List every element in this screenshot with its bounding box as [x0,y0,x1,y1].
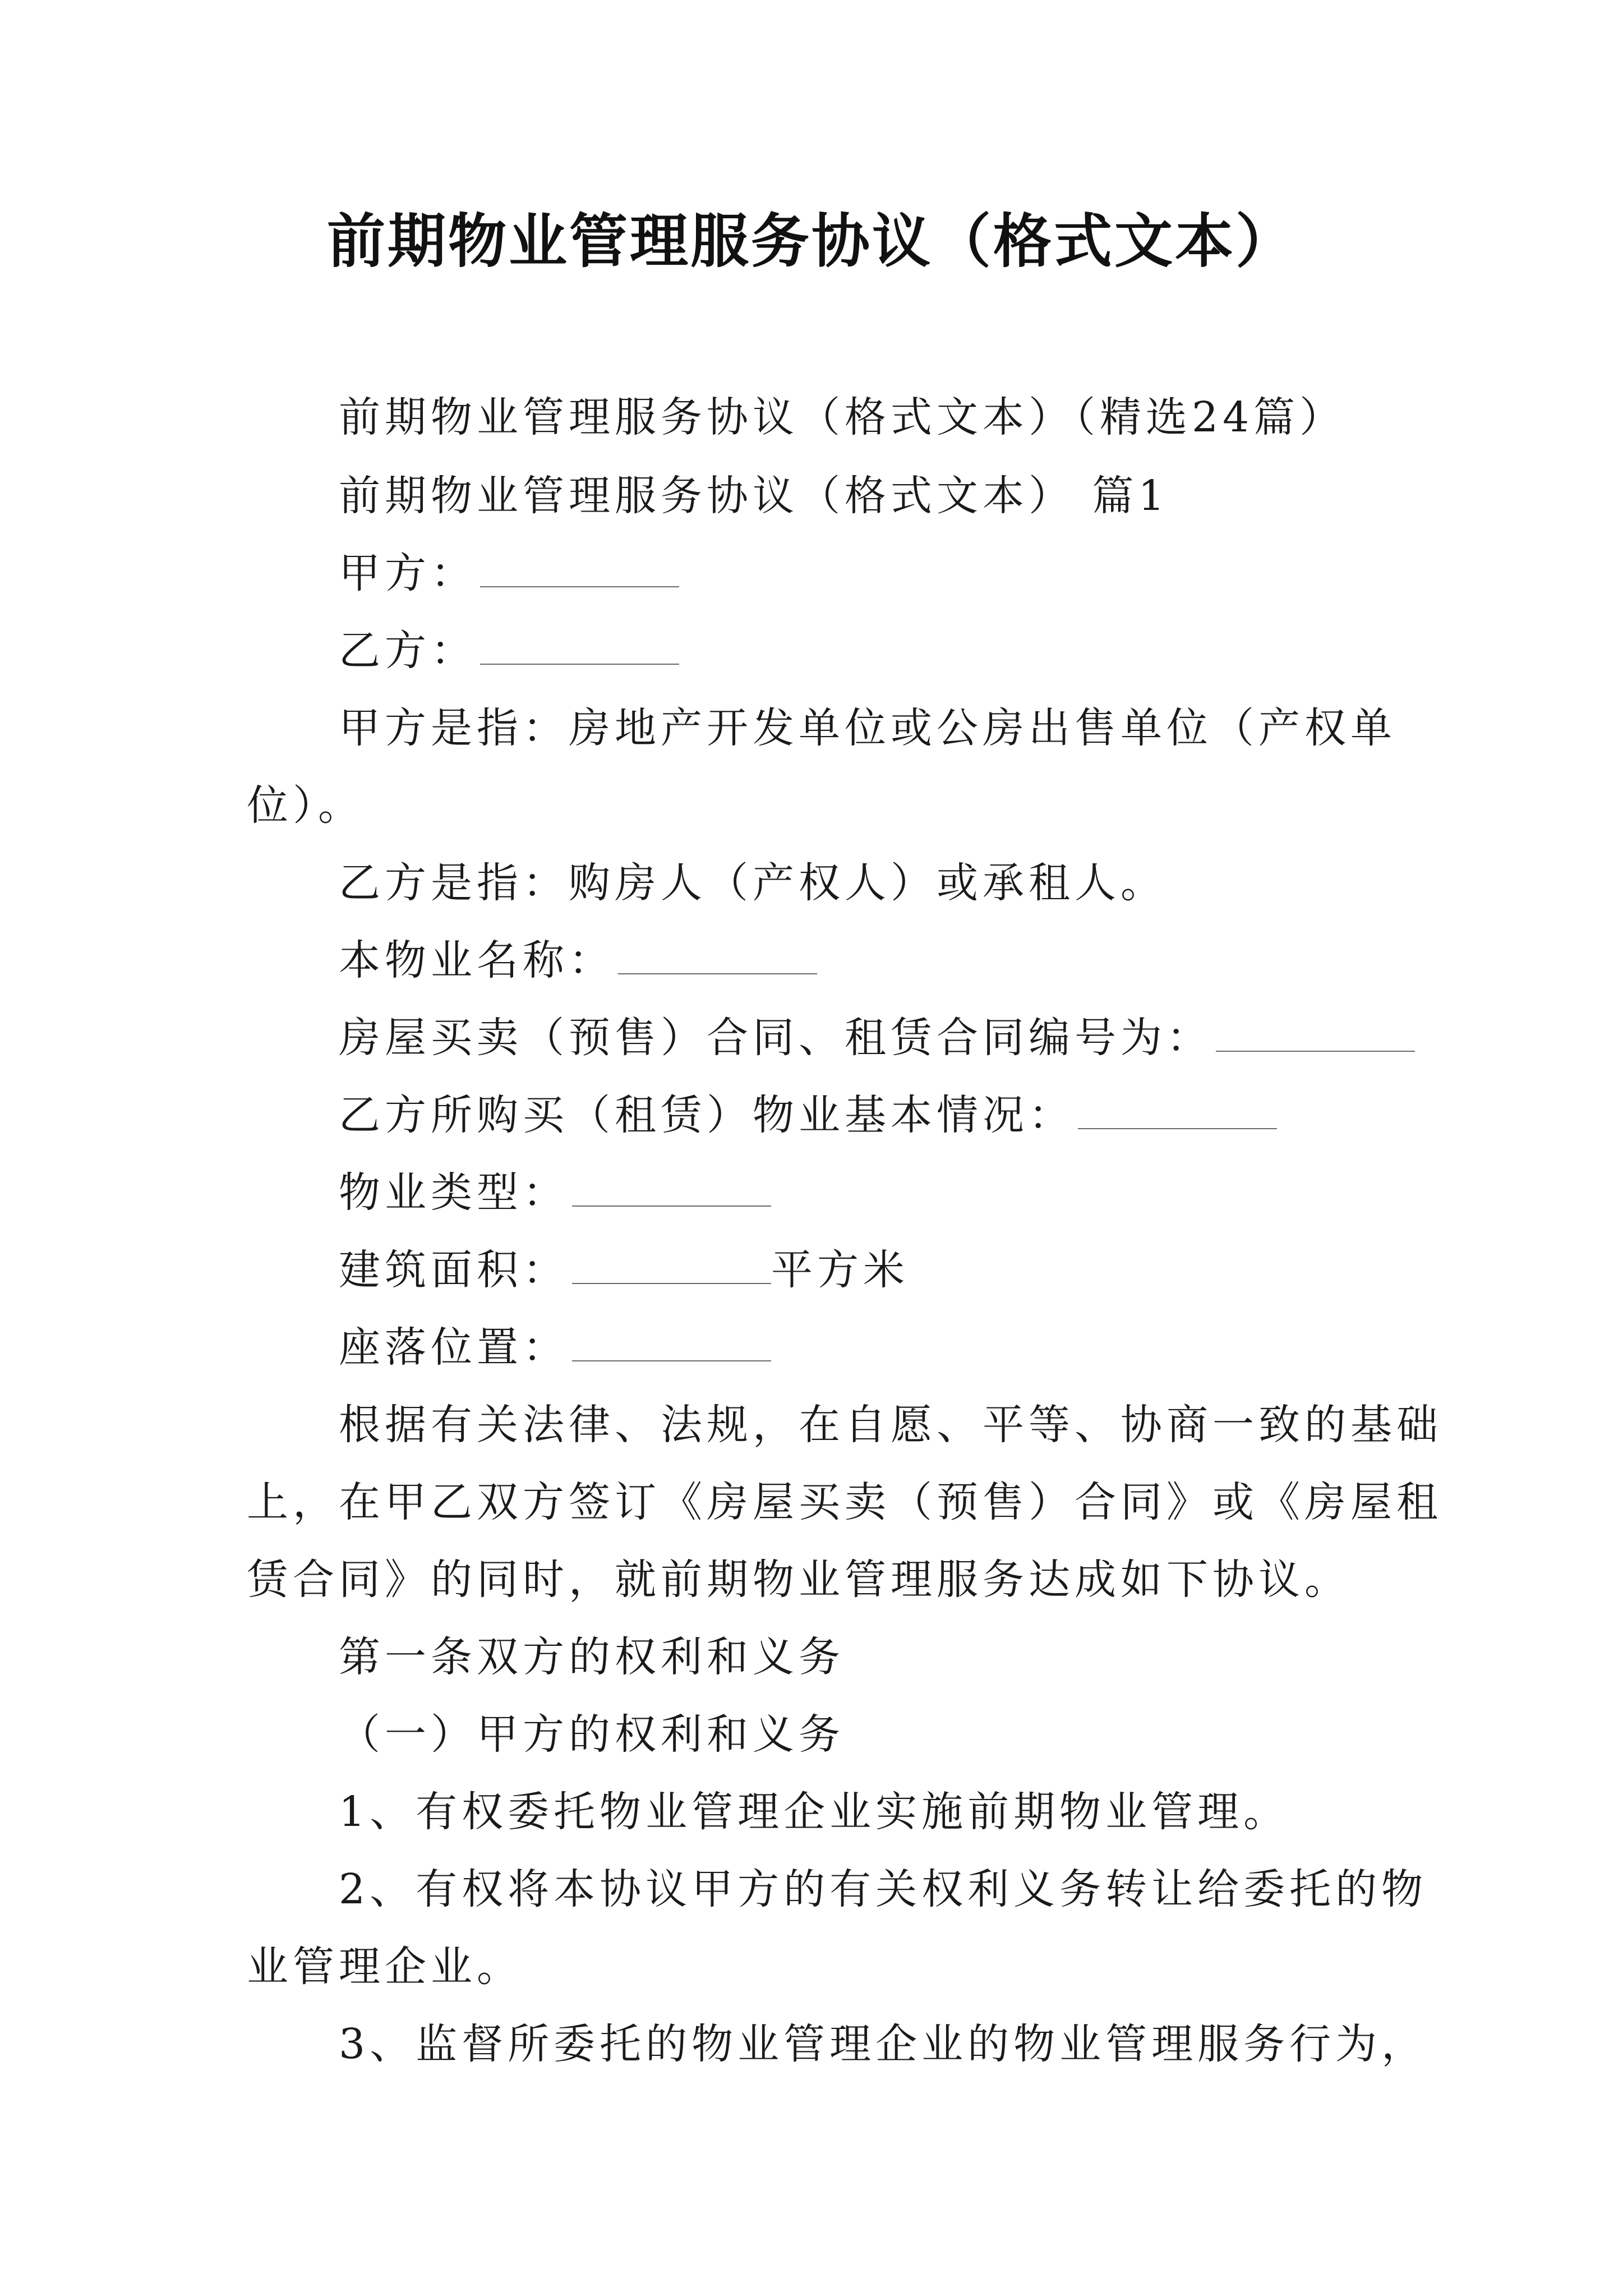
party-a-definition-text: 甲方是指：房地产开发单位或公房出售单位（产权单 [339,704,1396,752]
list-item-cont [247,1939,523,1995]
floor-area-field [339,1242,909,1298]
party-b-field [339,623,679,679]
property-type-blank[interactable] [572,1171,771,1207]
subsection-1-heading: （一）甲方的权利和义务 [339,1710,845,1759]
list-item-2: 2、有权将本协议甲方的有关权利义务转让给委托的物 [339,1865,1428,1913]
subtitle-line [339,389,1345,445]
article-1-heading: 第一条双方的权利和义务 [339,1633,845,1681]
paragraph-line [339,700,1396,756]
property-type-label: 物业类型： [339,1168,569,1217]
party-b-blank[interactable] [480,629,679,665]
property-name-field [339,932,817,988]
party-a-blank[interactable] [480,551,679,587]
paragraph-line [247,1474,1442,1530]
subtitle-text: 前期物业管理服务协议（格式文本）（精选24篇） [339,393,1346,441]
party-b-label: 乙方： [339,627,477,675]
preamble-text-1: 根据有关法律、法规，在自愿、平等、协商一致的基础 [339,1401,1442,1449]
location-field [339,1319,771,1375]
section-heading [339,468,1169,524]
section-heading-text: 前期物业管理服务协议（格式文本） 篇1 [339,472,1169,520]
property-type-field [339,1165,771,1221]
list-item-1: 1、有权委托物业管理企业实施前期物业管理。 [339,1788,1290,1836]
party-a-definition-cont: 位）。 [247,781,364,830]
property-info-label: 乙方所购买（租赁）物业基本情况： [339,1091,1075,1139]
party-a-field [339,545,679,601]
preamble-text-3: 赁合同》的同时，就前期物业管理服务达成如下协议。 [247,1556,1350,1604]
property-info-blank[interactable] [1078,1093,1277,1129]
paragraph-line [339,1397,1442,1453]
paragraph-line [247,777,364,834]
location-blank[interactable] [572,1326,771,1361]
subsection-heading [339,1706,845,1763]
property-name-blank[interactable] [618,938,817,974]
list-item [339,2016,1427,2072]
party-b-definition-text: 乙方是指：购房人（产权人）或承租人。 [339,859,1166,907]
floor-area-unit: 平方米 [771,1246,909,1294]
floor-area-blank[interactable] [572,1248,771,1284]
contract-number-blank[interactable] [1216,1016,1415,1052]
paragraph-line [339,855,1166,911]
contract-number-label: 房屋买卖（预售）合同、租赁合同编号为： [339,1014,1212,1062]
article-heading [339,1629,845,1685]
document-title: 前期物业管理服务协议（格式文本） [326,207,1296,275]
list-item-2-cont: 业管理企业。 [247,1943,523,1991]
list-item-3: 3、监督所委托的物业管理企业的物业管理服务行为， [339,2020,1428,2068]
preamble-text-2: 上，在甲乙双方签订《房屋买卖（预售）合同》或《房屋租 [247,1478,1442,1526]
list-item [339,1784,1289,1840]
property-name-label: 本物业名称： [339,936,615,984]
contract-number-field [339,1010,1415,1066]
paragraph-line [247,1552,1350,1608]
party-a-label: 甲方： [339,549,477,597]
floor-area-label: 建筑面积： [339,1246,569,1294]
property-info-field [339,1087,1277,1143]
location-label: 座落位置： [339,1323,569,1372]
list-item [339,1861,1427,1917]
